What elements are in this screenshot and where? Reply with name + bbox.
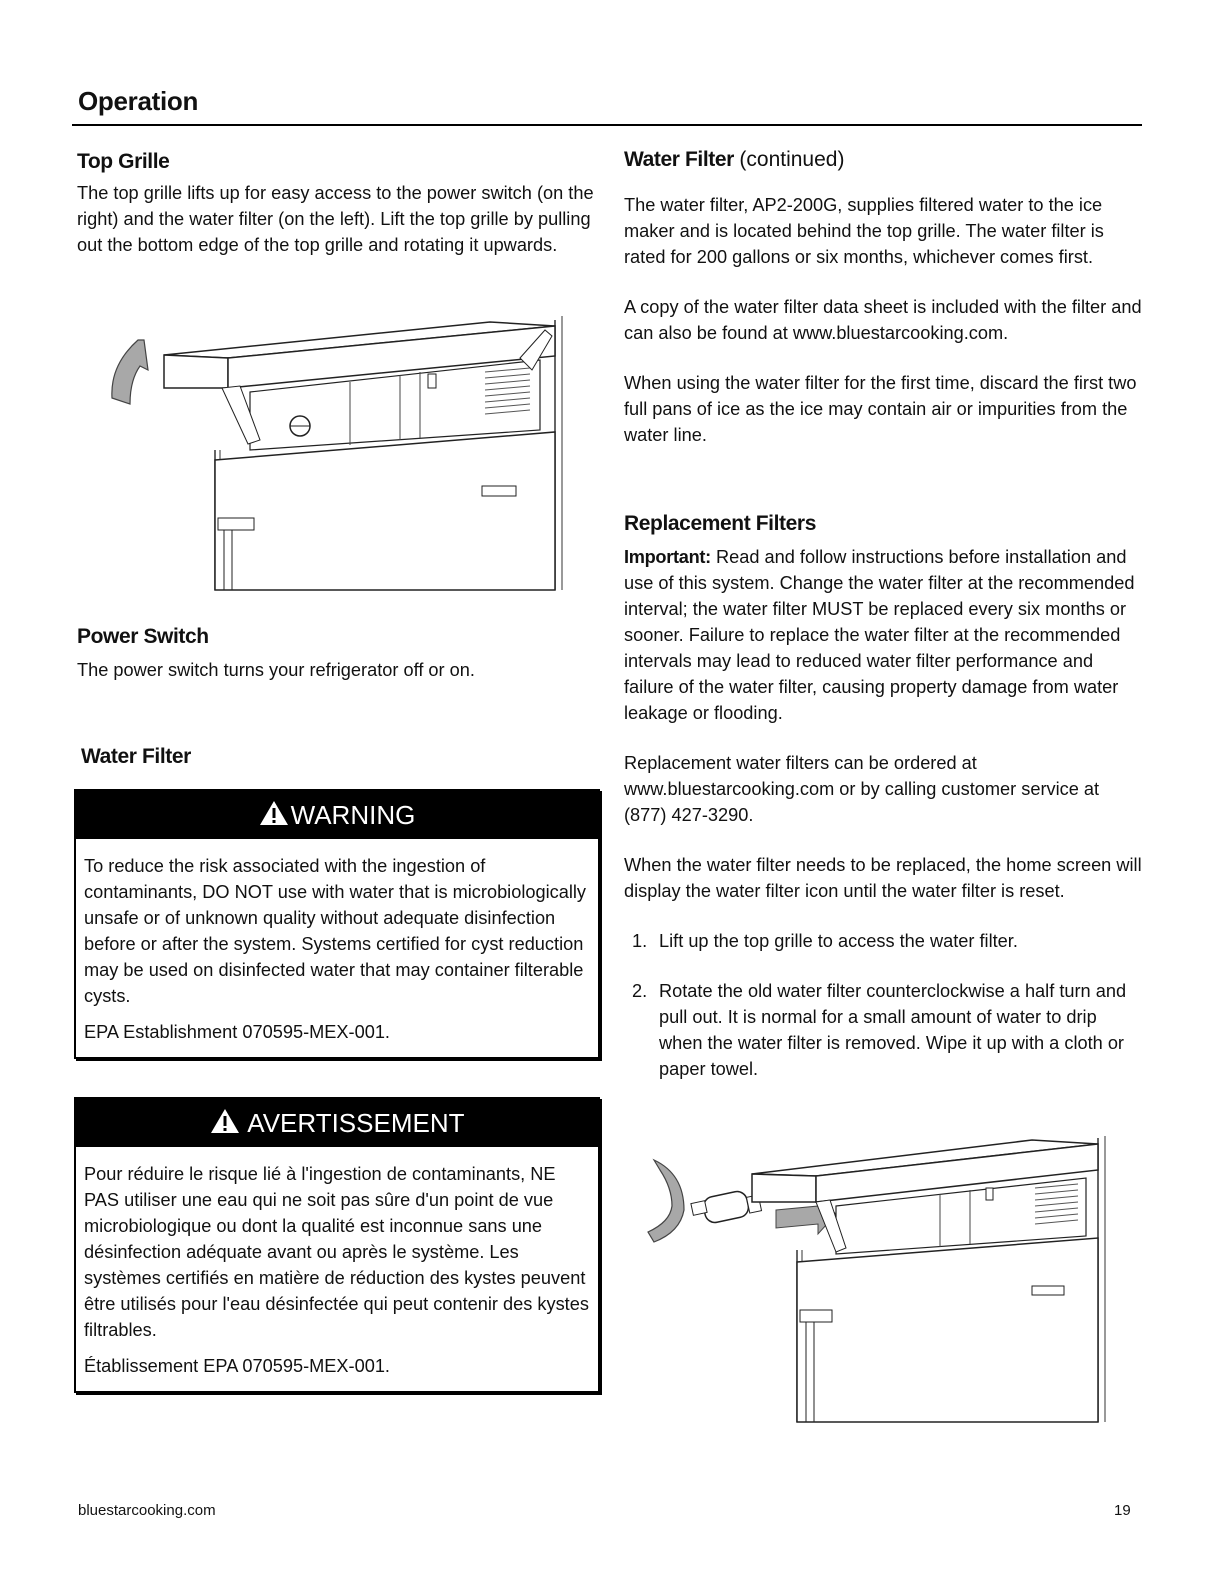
replacement-order-text: Replacement water filters can be ordered at www.bluestarcooking.com or by calling customer service at (877) 427-3290. — [624, 753, 1100, 825]
avertissement-epa: Établissement EPA 070595-MEX-001. — [84, 1356, 390, 1376]
warning-text: To reduce the risk associated with the ingestion of contaminants, DO NOT use with water that is microbiologically unsafe or of unknown quality without adequate disinfection before or after the system. Systems certified for cyst reduction may be used on disinfected water that may container filterable cysts. — [84, 856, 587, 1006]
water-filter-cartridge — [691, 1190, 762, 1225]
footer-site: bluestarcooking.com — [78, 1502, 216, 1519]
replacement-icon-note: When the water filter needs to be replaced, the home screen will display the water filter icon until the water filter is reset. — [624, 855, 1142, 901]
water-filter-heading: Water Filter — [81, 745, 191, 768]
top-grille-illustration — [100, 300, 570, 592]
rotate-arrow-icon — [648, 1160, 684, 1242]
step-item: 2. Rotate the old water filter counterclockwise a half turn and pull out. It is normal for a small amount of water to drip when the water filter is removed. Wipe it up with a cloth or paper towel. — [632, 981, 1127, 1079]
water-filter-paragraph-1: The water filter, AP2-200G, supplies filtered water to the ice maker and is located behind the top grille. The water filter is rated for 200 gallons or six months, whichever comes first. — [624, 195, 1104, 267]
water-filter-paragraph-3: When using the water filter for the first time, discard the first two full pans of ice as the ice may contain air or impurities from the water line. — [624, 373, 1137, 445]
warning-header — [76, 791, 598, 839]
page-title: Operation — [78, 86, 199, 116]
top-grille-section — [77, 150, 597, 258]
warning-box — [74, 789, 600, 1059]
water-filter-continued-section — [624, 148, 1144, 448]
warning-epa: EPA Establishment 070595-MEX-001. — [84, 1022, 390, 1042]
avertissement-text: Pour réduire le risque lié à l'ingestion de contaminants, NE PAS utiliser une eau qui ne soit pas sûre d'un point de vue microbiologique ou dont la qualité est inconnue sans une désinfection adéquate avant ou après le système. Les systèmes certifiés en matière de réduction des kystes peuvent être utilisés pour l'eau désinfectée qui peut contenir des kystes filtrables. — [84, 1164, 589, 1340]
rotate-arrow-icon — [112, 340, 148, 404]
avertissement-box — [74, 1097, 600, 1393]
page-number: 19 — [1114, 1502, 1131, 1519]
replacement-heading: Replacement Filters — [624, 512, 816, 535]
step-item: 1. Lift up the top grille to access the water filter. — [632, 931, 1018, 951]
top-grille-text: The top grille lifts up for easy access to the power switch (on the right) and the water filter (on the left). Lift the top grille by pulling out the bottom edge of the top grille and rotating it upwards. — [77, 183, 594, 255]
top-grille-heading: Top Grille — [77, 150, 170, 173]
warning-triangle-icon — [259, 793, 289, 841]
filter-removal-illustration — [640, 1130, 1110, 1425]
water-filter-section — [81, 745, 601, 769]
title-divider — [72, 124, 1142, 126]
replacement-steps — [624, 928, 1144, 1082]
power-switch-heading: Power Switch — [77, 625, 209, 648]
power-switch-text: The power switch turns your refrigerator off or on. — [77, 660, 475, 680]
important-text: Read and follow instructions before installation and use of this system. Change the water filter at the recommended interval; the water filter MUST be replaced every six months or sooner. Failure to replace the water filter at the recommended intervals may lead to reduced water filter performance and failure of the water filter, causing property damage from water leakage or flooding. — [624, 547, 1135, 723]
important-label: Important: — [624, 547, 711, 567]
power-switch-section — [77, 625, 597, 683]
avertissement-header — [76, 1099, 598, 1147]
warning-title: WARNING — [290, 800, 416, 830]
warning-triangle-icon — [210, 1101, 240, 1149]
water-filter-cont-heading: Water Filter — [624, 148, 734, 171]
avertissement-title: AVERTISSEMENT — [247, 1108, 465, 1138]
water-filter-paragraph-2: A copy of the water filter data sheet is included with the filter and can also be found at www.bluestarcooking.com. — [624, 297, 1142, 343]
water-filter-cont-suffix: (continued) — [739, 148, 845, 171]
replacement-filters-section — [624, 512, 1144, 1082]
